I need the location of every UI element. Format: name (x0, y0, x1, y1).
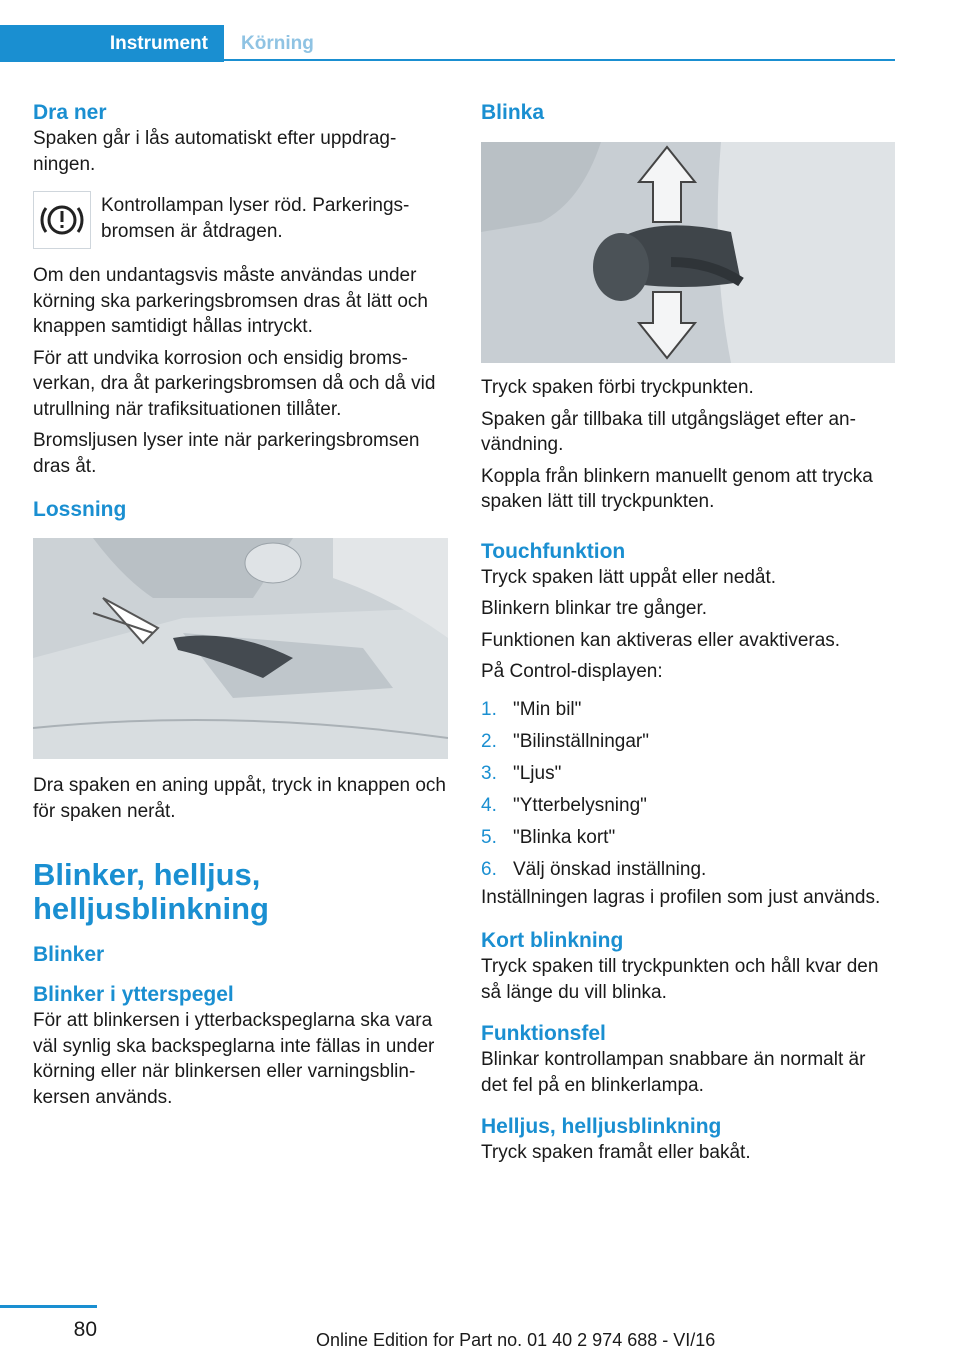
turn-signal-lever-figure (481, 142, 895, 363)
heading-touchfunktion: Touchfunktion (481, 539, 626, 563)
list-item: 6. Välj önskad inställning. (481, 858, 707, 880)
paragraph: Dra spaken en aning uppåt, tryck in knappen och för spaken neråt. (33, 775, 446, 822)
tab-korning[interactable]: Körning (241, 33, 314, 54)
tab-instrument-label: Instrument (109, 33, 208, 54)
parking-brake-figure (33, 538, 448, 759)
heading-dra-ner: Dra ner (33, 101, 107, 124)
heading-helljus: Helljus, helljusblinkning (481, 1115, 722, 1138)
heading-blinka: Blinka (481, 101, 545, 124)
paragraph: För att blinkersen i ytterbackspeglarna ska vara väl synlig ska backspeglarna inte fällas in under körning eller när blinkersen eller varningsblin-kersen används. (33, 1010, 435, 1108)
heading-blinker: Blinker (33, 943, 105, 966)
right-column (481, 100, 895, 1172)
warning-note (33, 191, 449, 249)
list-item: 3. "Ljus" (481, 762, 562, 784)
paragraph: Spaken går tillbaka till utgångsläget efter an-vändning. (481, 408, 856, 455)
page-number: 80 (73, 1318, 97, 1341)
paragraph: Blinkern blinkar tre gånger. (481, 598, 708, 619)
paragraph: Bromsljusen lyser inte när parkeringsbromsen dras åt. (33, 430, 420, 477)
paragraph: Inställningen lagras i profilen som just används. (481, 886, 881, 908)
left-column (33, 100, 449, 1116)
paragraph: För att undvika korrosion och ensidig broms-verkan, dra åt parkeringsbromsen då och då vid utrullning när trafiksituationen tillåter. (33, 347, 436, 420)
paragraph: Om den undantagsvis måste användas under körning ska parkeringsbromsen dras åt lätt och knappen samtidigt hållas intryckt. (33, 265, 428, 337)
heading-kort-blinkning: Kort blinkning (481, 929, 624, 952)
tab-instrument[interactable] (0, 25, 224, 62)
paragraph: Blinkar kontrollampan snabbare än normalt är det fel på en blinkerlampa. (481, 1049, 866, 1096)
edition-note: Online Edition for Part no. 01 40 2 974 688 - VI/16 (316, 1330, 716, 1350)
warning-text: Kontrollampan lyser röd. Parkerings-bromsen är åtdragen. (101, 195, 410, 242)
section-title: Blinker, helljus, helljusblinkning (33, 857, 269, 926)
heading-funktionsfel: Funktionsfel (481, 1022, 606, 1045)
steps-list (481, 697, 895, 883)
parking-brake-warning-icon (33, 191, 91, 249)
page-header (0, 0, 895, 62)
paragraph: Tryck spaken förbi tryckpunkten. (481, 377, 754, 398)
header-divider (224, 59, 895, 61)
list-item: 1. "Min bil" (481, 698, 582, 720)
list-item: 5. "Blinka kort" (481, 826, 616, 848)
heading-lossning: Lossning (33, 498, 127, 521)
footer-divider (0, 1305, 97, 1308)
paragraph: Funktionen kan aktiveras eller avaktiveras. (481, 629, 841, 651)
paragraph: Tryck spaken framåt eller bakåt. (481, 1142, 751, 1163)
list-item: 4. "Ytterbelysning" (481, 794, 647, 816)
paragraph: Koppla från blinkern manuellt genom att trycka spaken lätt till tryckpunkten. (481, 465, 873, 512)
list-item: 2. "Bilinställningar" (481, 730, 649, 752)
paragraph: Tryck spaken lätt uppåt eller nedåt. (481, 566, 777, 588)
paragraph: Tryck spaken till tryckpunkten och håll kvar den så länge du vill blinka. (481, 956, 879, 1003)
paragraph: Spaken går i lås automatiskt efter uppdrag-ningen. (33, 128, 397, 175)
paragraph: På Control-displayen: (481, 661, 663, 682)
heading-blinker-ytterspegel: Blinker i ytterspegel (33, 983, 234, 1006)
